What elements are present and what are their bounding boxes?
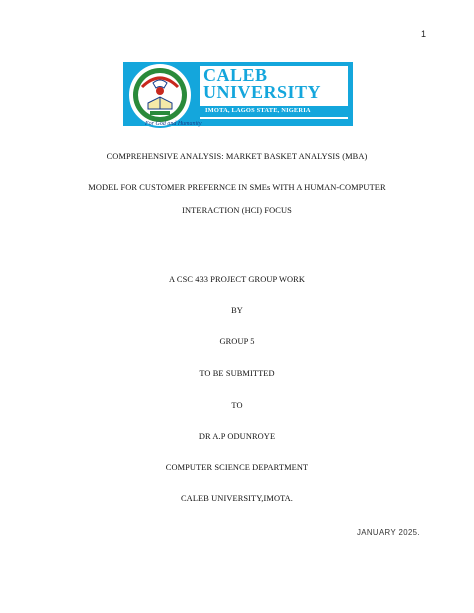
lecturer-line: DR A.P ODUNROYE	[198, 432, 276, 441]
document-date: JANUARY 2025.	[357, 528, 420, 537]
by-line: BY	[231, 306, 243, 315]
submitted-line: TO BE SUBMITTED	[199, 369, 275, 378]
page-number: 1	[420, 29, 426, 39]
title-line-3: INTERACTION (HCI) FOCUS	[182, 206, 292, 215]
logo-name-line2: UNIVERSITY	[203, 82, 322, 102]
logo-address: IMOTA, LAGOS STATE, NIGERIA	[205, 107, 311, 114]
title-line-1: COMPREHENSIVE ANALYSIS: MARKET BASKET ANALYSIS (MBA)	[106, 152, 368, 161]
group-line: GROUP 5	[219, 337, 255, 346]
logo-university-name	[203, 67, 345, 101]
university-seal-icon	[126, 61, 194, 129]
department-line: COMPUTER SCIENCE DEPARTMENT	[165, 463, 309, 472]
to-line: TO	[231, 401, 243, 410]
logo-name-line1: CALEB	[203, 65, 268, 85]
title-line-2: MODEL FOR CUSTOMER PREFERNCE IN SMEs WITH A HUMAN-COMPUTER	[88, 183, 386, 192]
institution-line: CALEB UNIVERSITY,IMOTA.	[181, 494, 293, 503]
logo-motto: For God and Humanity	[145, 121, 202, 127]
project-line: A CSC 433 PROJECT GROUP WORK	[169, 275, 305, 284]
